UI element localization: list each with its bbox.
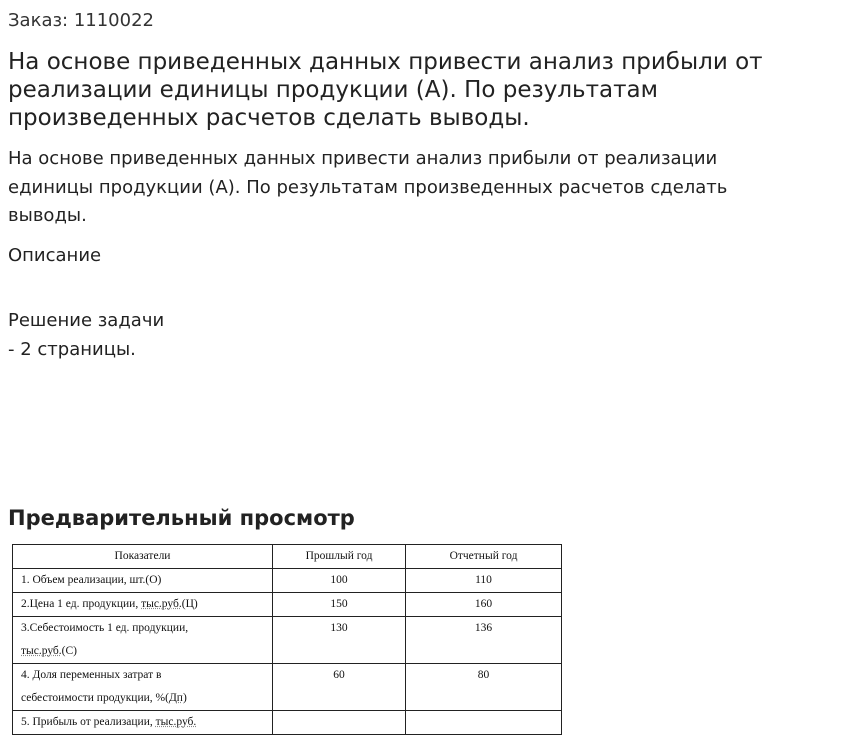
- indicator-cell: [13, 664, 273, 711]
- table-row: [13, 711, 562, 735]
- indicator-text: 3.Себестоимость 1 ед. продукции,: [21, 622, 189, 634]
- last-year-value: 150: [273, 593, 406, 617]
- page-title: На основе приведенных данных привести анализ прибыли от реализации единицы продукции (А). По результатам произведенных расчетов сделать выводы.: [8, 49, 763, 131]
- indicator-text: 4. Доля переменных затрат в: [21, 669, 162, 681]
- column-header-last-year: Прошлый год: [273, 545, 406, 569]
- report-year-value: 110: [406, 569, 562, 593]
- report-year-value: 136: [406, 617, 562, 664]
- indicator-unit: Дп: [168, 692, 183, 704]
- indicator-text: 5. Прибыль от реализации,: [21, 716, 156, 728]
- indicator-suffix: (С): [61, 645, 77, 657]
- indicator-text: 1. Объем реализации, шт.(О): [21, 574, 162, 586]
- solution-type: Решение задачи: [8, 310, 165, 331]
- solution-info: [8, 307, 164, 364]
- last-year-value: 60: [273, 664, 406, 711]
- preview-document: [12, 544, 562, 735]
- last-year-value: [273, 711, 406, 735]
- report-year-value: 80: [406, 664, 562, 711]
- column-header-report-year: Отчетный год: [406, 545, 562, 569]
- preview-heading: Предварительный просмотр: [8, 506, 355, 530]
- indicator-unit: тыс.руб.: [21, 645, 62, 657]
- table-row: [13, 617, 562, 664]
- indicator-text: 2.Цена 1 ед. продукции,: [21, 598, 142, 610]
- last-year-value: 130: [273, 617, 406, 664]
- indicators-table: [12, 544, 562, 735]
- column-header-indicators: Показатели: [13, 545, 273, 569]
- indicator-unit: тыс.руб.: [155, 716, 197, 728]
- table-header-row: [13, 545, 562, 569]
- last-year-value: 100: [273, 569, 406, 593]
- description-heading: Описание: [8, 245, 102, 266]
- indicator-suffix: ): [182, 692, 187, 704]
- indicator-cell: [13, 711, 273, 735]
- indicator-unit: тыс.руб.: [141, 598, 182, 610]
- indicator-cell: [13, 617, 273, 664]
- table-row: [13, 569, 562, 593]
- indicator-text-line2: себестоимости продукции, %(: [21, 692, 169, 704]
- table-row: [13, 664, 562, 711]
- solution-pages: - 2 страницы.: [8, 338, 136, 360]
- indicator-cell: [13, 593, 273, 617]
- report-year-value: 160: [406, 593, 562, 617]
- task-description: На основе приведенных данных привести анализ прибыли от реализации единицы продукции (А). По результатам произведенных расчетов сделать выводы.: [8, 148, 728, 226]
- report-year-value: [406, 711, 562, 735]
- indicator-cell: [13, 569, 273, 593]
- order-number: Заказ: 1110022: [8, 10, 154, 31]
- indicator-suffix: (Ц): [181, 598, 198, 610]
- table-row: [13, 593, 562, 617]
